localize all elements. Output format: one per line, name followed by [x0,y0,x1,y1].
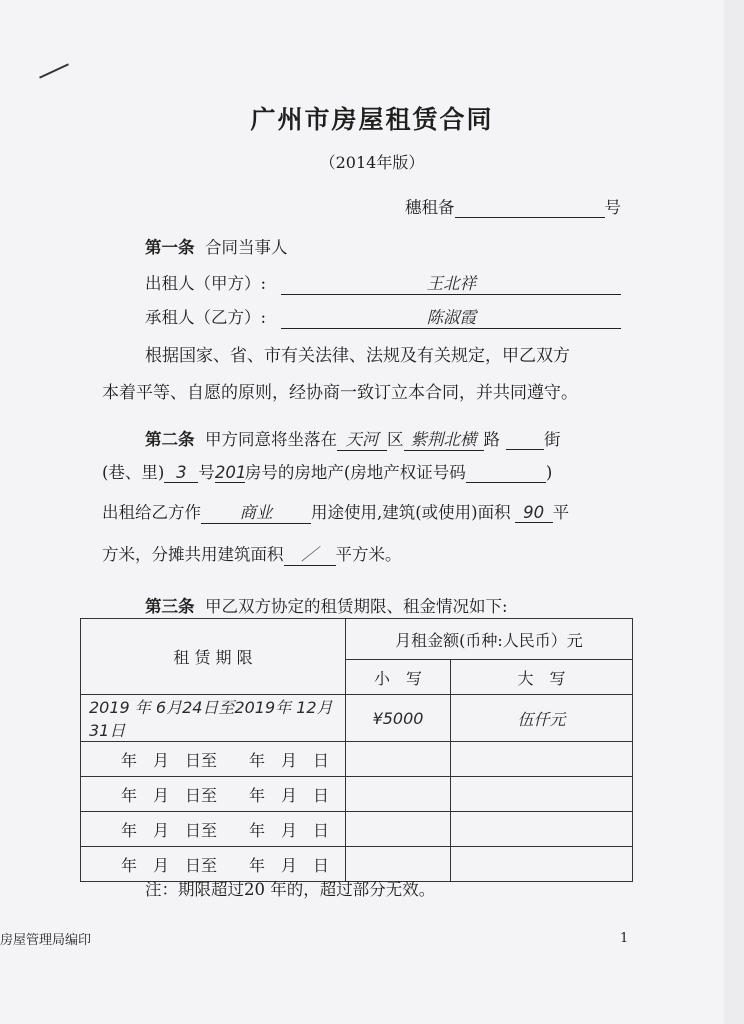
small-amount-cell [346,742,451,777]
district-value: 天河 [337,426,387,451]
lessee-name: 陈淑霞 [281,304,621,329]
lessor-line: 出租人（甲方）: 王北祥 [145,270,621,295]
table-row [81,812,633,847]
area-value: 90 [515,503,553,523]
period-cell: 年 月 日至 年 月 日 [81,812,346,847]
article1-paragraph-line2: 本着平等、自愿的原则，经协商一致订立本合同，并共同遵守。 [102,383,578,403]
large-amount-cell [451,742,633,777]
article1-heading-line: 第一条 合同当事人 [145,238,288,257]
edition-label: （2014年版） [319,153,425,172]
rent-table [80,618,633,882]
number-value: 3 [164,463,198,483]
table-row [81,742,633,777]
article2-line4: 方米，分摊共用建筑面积 ／ 平方米。 [102,541,402,566]
lessor-name: 王北祥 [281,270,621,295]
large-amount-cell: 伍仟元 [451,695,633,742]
lessee-line: 承租人（乙方）: 陈淑霞 [145,304,621,329]
footer-publisher: 房屋管理局编印 [0,933,92,948]
table-row [81,695,633,742]
note-text: 注：期限超过20 年的，超过部分无效。 [145,880,436,899]
article2-line1: 第二条 甲方同意将坐落在 天河 区 紫荆北横 路 街 [145,426,561,451]
small-amount-cell: ¥5000 [346,695,451,742]
article2-line2: (巷、里) 3 号201房号的房地产(房地产权证号码 ) [102,463,553,482]
record-number-line: 穗租备 号 [405,198,621,217]
small-header: 小 写 [346,660,451,695]
small-amount-cell [346,777,451,812]
use-value: 商业 [201,499,311,524]
document-title: 广州市房屋租赁合同 [250,105,494,134]
large-header: 大 写 [451,660,633,695]
article2-line3: 出租给乙方作 商业 用途使用,建筑(或使用)面积 90 平 [102,499,569,524]
period-cell: 年 月 日至 年 月 日 [81,777,346,812]
room-value: 201 [214,463,247,482]
pen-mark [39,63,69,78]
road-value: 紫荆北横 [404,426,484,451]
large-amount-cell [451,777,633,812]
page-number: 1 [620,931,629,946]
period-cell: 年 月 日至 年 月 日 [81,847,346,882]
article1-paragraph-line1: 根据国家、省、市有关法律、法规及有关规定，甲乙双方 [145,346,570,366]
period-header: 租 赁 期 限 [81,619,346,695]
period-cell: 2019 年 6月24日至2019年 12月31日 [81,695,346,742]
amount-header: 月租金额(币种:人民币）元 [346,619,633,660]
period-cell: 年 月 日至 年 月 日 [81,742,346,777]
article3-line: 第三条 甲乙双方协定的租赁期限、租金情况如下: [145,597,508,616]
shared-area-value: ／ [284,541,336,566]
small-amount-cell [346,812,451,847]
large-amount-cell [451,847,633,882]
large-amount-cell [451,812,633,847]
table-row [81,777,633,812]
